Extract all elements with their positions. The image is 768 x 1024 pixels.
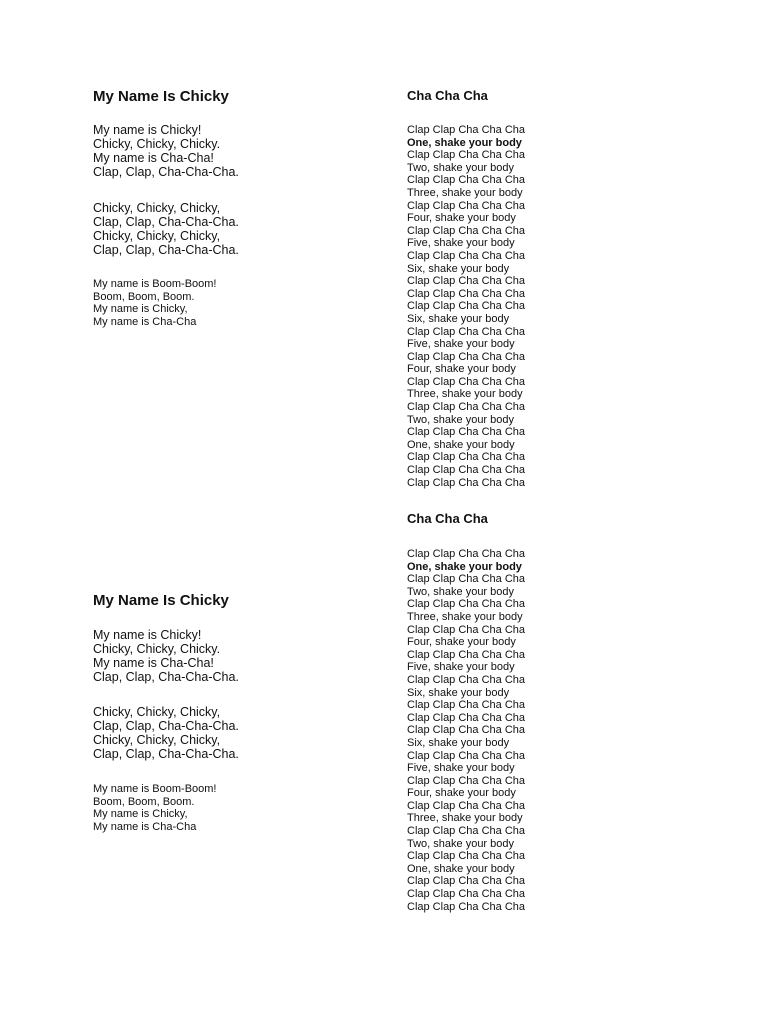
lyric-line: Clap Clap Cha Cha Cha [407, 275, 526, 288]
lyric-line: Clap, Clap, Cha-Cha-Cha. [93, 719, 239, 733]
lyric-line: One, shake your body [407, 862, 515, 875]
lyric-line: Four, shake your body [407, 363, 516, 376]
lyric-line: Clap Clap Cha Cha Cha [407, 548, 526, 560]
lyric-line: Clap Clap Cha Cha Cha [407, 850, 526, 863]
lyric-line: My name is Chicky! [93, 123, 202, 137]
lyric-line: Chicky, Chicky, Chicky, [93, 229, 221, 243]
lyric-line: Clap Clap Cha Cha Cha [407, 900, 526, 913]
lyric-line: Clap Clap Cha Cha Cha [407, 149, 526, 162]
lyric-line: Clap Clap Cha Cha Cha [407, 749, 526, 762]
lyric-line: Five, shake your body [407, 661, 515, 674]
lyric-line: Four, shake your body [407, 787, 516, 800]
stanza-3 [93, 278, 353, 329]
lyric-line: Chicky, Chicky, Chicky. [93, 642, 221, 656]
lyric-line: Clap Clap Cha Cha Cha [407, 249, 526, 262]
lyric-line: Six, shake your body [407, 262, 510, 275]
lyric-line: Chicky, Chicky, Chicky, [93, 733, 221, 747]
lyric-line: My name is Chicky, [93, 808, 188, 821]
lyric-line: Clap Clap Cha Cha Cha [407, 287, 526, 300]
lyric-line: My name is Chicky, [93, 303, 188, 316]
lyric-line: Clap Clap Cha Cha Cha [407, 711, 526, 724]
lyric-line: Clap Clap Cha Cha Cha [407, 174, 526, 187]
lyric-line: Two, shake your body [407, 585, 515, 598]
lyric-line: Four, shake your body [407, 212, 516, 225]
lyric-line: Six, shake your body [407, 686, 510, 699]
lyric-line: Six, shake your body [407, 312, 510, 325]
lyric-line: Five, shake your body [407, 762, 515, 775]
lyric-line: Three, shake your body [407, 388, 523, 401]
lyric-line: Clap, Clap, Cha-Cha-Cha. [93, 747, 239, 761]
lyric-line: Boom, Boom, Boom. [93, 290, 195, 303]
lyric-line: My name is Boom-Boom! [93, 783, 217, 795]
lyric-line: Clap Clap Cha Cha Cha [407, 799, 526, 812]
lyric-line: Clap Clap Cha Cha Cha [407, 375, 526, 388]
lyric-line: My name is Boom-Boom! [93, 278, 217, 290]
song-title-my-name-is-chicky: My Name Is Chicky [93, 88, 229, 105]
lyric-line: Clap Clap Cha Cha Cha [407, 199, 526, 212]
lyric-line: Clap Clap Cha Cha Cha [407, 451, 526, 464]
lyric-line: Clap Clap Cha Cha Cha [407, 699, 526, 712]
stanza-2 [93, 201, 353, 257]
lyric-line: Three, shake your body [407, 812, 523, 825]
lyric-line: Clap Clap Cha Cha Cha [407, 476, 526, 489]
lyric-line: My name is Cha-Cha! [93, 656, 214, 670]
lyric-line: Five, shake your body [407, 338, 515, 351]
lyric-line: Clap Clap Cha Cha Cha [407, 774, 526, 787]
lyric-line: Six, shake your body [407, 736, 510, 749]
lyric-line: Clap Clap Cha Cha Cha [407, 888, 526, 901]
lyric-line: Boom, Boom, Boom. [93, 795, 195, 808]
stanza-1 [93, 628, 353, 684]
lyrics-list [407, 124, 707, 489]
lyric-line: Clap Clap Cha Cha Cha [407, 464, 526, 477]
lyric-line: My name is Cha-Cha! [93, 151, 214, 165]
song-title-cha-cha-cha: Cha Cha Cha [407, 511, 488, 526]
lyric-line: Chicky, Chicky, Chicky. [93, 137, 221, 151]
lyric-line: Clap Clap Cha Cha Cha [407, 224, 526, 237]
lyric-line: Clap Clap Cha Cha Cha [407, 325, 526, 338]
lyric-line: Two, shake your body [407, 413, 515, 426]
lyric-line: Clap Clap Cha Cha Cha [407, 124, 526, 136]
lyric-line: Clap Clap Cha Cha Cha [407, 300, 526, 313]
lyrics-list [407, 548, 707, 913]
lyric-line: Clap Clap Cha Cha Cha [407, 573, 526, 586]
lyric-line: Clap Clap Cha Cha Cha [407, 875, 526, 888]
lyric-line: Clap Clap Cha Cha Cha [407, 623, 526, 636]
lyric-line: Clap Clap Cha Cha Cha [407, 724, 526, 737]
lyric-line: Two, shake your body [407, 837, 515, 850]
lyric-line: Three, shake your body [407, 610, 523, 623]
lyric-line: Clap Clap Cha Cha Cha [407, 426, 526, 439]
song-title-cha-cha-cha: Cha Cha Cha [407, 88, 488, 103]
stanza-2 [93, 705, 353, 761]
lyric-line: Five, shake your body [407, 237, 515, 250]
lyric-line: My name is Chicky! [93, 628, 202, 642]
lyric-line: Clap, Clap, Cha-Cha-Cha. [93, 670, 239, 684]
lyric-line: One, shake your body [407, 560, 522, 573]
lyric-line: One, shake your body [407, 438, 515, 451]
song-title-my-name-is-chicky: My Name Is Chicky [93, 592, 229, 609]
lyric-line: Clap Clap Cha Cha Cha [407, 648, 526, 661]
lyric-line: Clap Clap Cha Cha Cha [407, 598, 526, 611]
lyric-line: Two, shake your body [407, 161, 515, 174]
lyric-line: Clap Clap Cha Cha Cha [407, 350, 526, 363]
lyric-line: Clap Clap Cha Cha Cha [407, 825, 526, 838]
lyric-line: Four, shake your body [407, 636, 516, 649]
lyric-line: Clap, Clap, Cha-Cha-Cha. [93, 165, 239, 179]
lyric-line: Clap Clap Cha Cha Cha [407, 401, 526, 414]
lyric-line: My name is Cha-Cha [93, 821, 197, 834]
lyric-line: Chicky, Chicky, Chicky, [93, 705, 221, 719]
stanza-1 [93, 123, 353, 179]
stanza-3 [93, 783, 353, 834]
lyric-line: Clap Clap Cha Cha Cha [407, 673, 526, 686]
lyric-line: My name is Cha-Cha [93, 316, 197, 329]
lyric-line: Clap, Clap, Cha-Cha-Cha. [93, 215, 239, 229]
lyric-line: Clap, Clap, Cha-Cha-Cha. [93, 243, 239, 257]
lyric-line: One, shake your body [407, 136, 522, 149]
lyric-line: Chicky, Chicky, Chicky, [93, 201, 221, 215]
lyric-line: Three, shake your body [407, 186, 523, 199]
